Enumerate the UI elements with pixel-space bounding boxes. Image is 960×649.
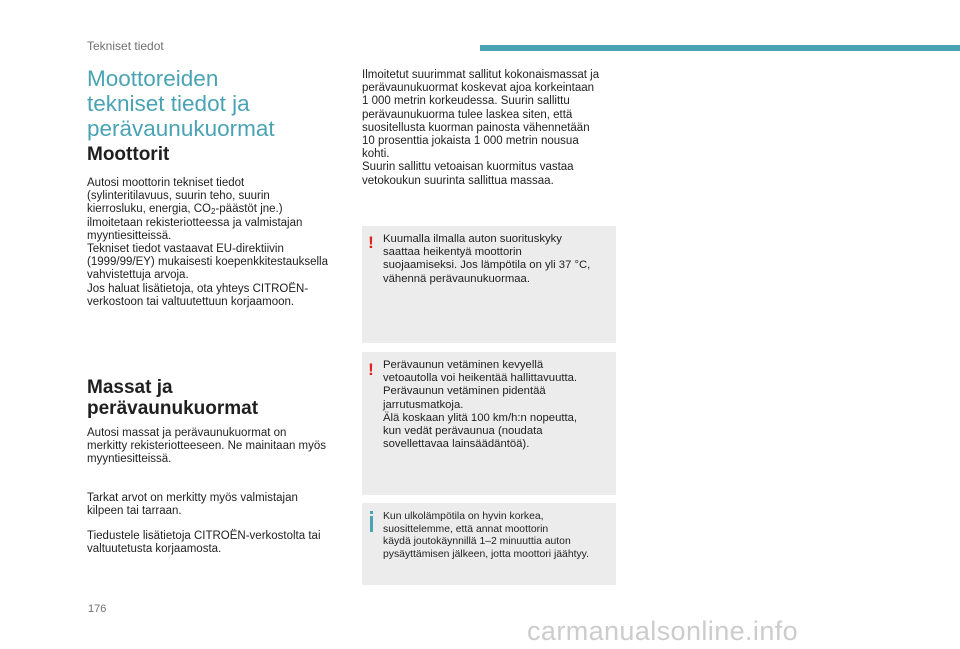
text-line: Tarkat arvot on merkitty myös valmistajan (87, 492, 298, 504)
text-line: kilpeen tai tarraan. (87, 505, 182, 518)
engines-heading: Moottorit (87, 144, 170, 165)
text-line: Ilmoitetut suurimmat sallitut kokonaismassat ja (362, 69, 600, 81)
text-line: suosittelemme, että annat moottorin (383, 523, 549, 535)
text-line: suojaamiseksi. Jos lämpötila on yli 37 °C, (383, 259, 591, 272)
section-label: Tekniset tiedot (87, 39, 164, 53)
page-title (87, 66, 357, 141)
text-line: (1999/99/EY) mukaisesti koepenkkitestauksella (87, 256, 328, 269)
page-title-line: perävaunukuormat (87, 116, 275, 141)
text-line: Perävaunun vetäminen kevyellä (383, 359, 544, 371)
information-icon (370, 516, 373, 532)
masses-paragraph-2 (87, 492, 357, 518)
text-line: Kuumalla ilmalla auton suorituskyky (383, 233, 562, 245)
text-line: Kun ulkolämpötila on hyvin korkea, (383, 511, 544, 522)
text-line: ilmoitetaan rekisteriotteessa ja valmistajan (87, 216, 303, 229)
engine-cooling-info-box (362, 503, 616, 585)
text-line: valtuutetusta korjaamosta. (87, 543, 222, 556)
warning-exclamation-icon: ! (368, 233, 374, 252)
text-line: vahvistettuja arvoja. (87, 269, 189, 282)
warning-exclamation-icon: ! (368, 360, 374, 379)
heading-line: perävaunukuormat (87, 398, 259, 419)
text-line: vetoautolla voi heikentää hallittavuutta. (383, 372, 578, 385)
watermark: carmanualsonline.info (527, 616, 799, 646)
text-line: kohti. (362, 148, 390, 161)
page-title-line: tekniset tiedot ja (87, 91, 250, 116)
text-line: Tekniset tiedot vastaavat EU-direktiivin (87, 243, 284, 256)
towing-warning-box (362, 352, 616, 495)
text-line: Autosi moottorin tekniset tiedot (87, 177, 245, 189)
masses-heading (87, 377, 258, 419)
text-line: pysäyttämisen jälkeen, jotta moottori jäähtyy. (383, 548, 589, 560)
warning-text (383, 233, 613, 286)
text-line: Älä koskaan ylitä 100 km/h:n nopeutta, (383, 411, 578, 424)
heading-line: Massat ja (87, 377, 173, 398)
page-title-line: Moottoreiden (87, 66, 219, 91)
text-line: perävaunukuorma tulee laskea siten, että (362, 108, 573, 121)
text-line: Tiedustele lisätietoja CITROËN-verkostolta tai (87, 530, 321, 542)
text-fragment: kierrosluku, energia, CO (87, 203, 211, 216)
text-line-with-subscript (87, 203, 357, 216)
text-line: myyntiesitteissä. (87, 229, 172, 242)
text-line: (sylinteritilavuus, suurin teho, suurin (87, 190, 270, 203)
text-line: verkostoon tai valtuutettuun korjaamoon. (87, 295, 295, 308)
hot-weather-warning-box (362, 226, 616, 343)
text-fragment: -päästöt jne.) (215, 203, 283, 216)
text-line: käydä joutokäynnillä 1–2 minuuttia auton (383, 536, 571, 547)
text-line: Suurin sallittu vetoaisan kuormitus vastaa (362, 161, 574, 174)
text-line: saattaa heikentyä moottorin (383, 246, 522, 259)
text-line: Autosi massat ja perävaunukuormat on (87, 427, 287, 439)
text-line: kun vedät perävaunua (noudata (383, 425, 543, 438)
masses-paragraph-3 (87, 530, 357, 556)
text-line: vähennä perävaunukuormaa. (383, 272, 530, 285)
text-line: suositellusta kuorman painosta vähennetään (362, 121, 590, 134)
text-line: jarrutusmatkoja. (383, 398, 464, 411)
text-line: 10 prosenttia jokaista 1 000 metrin nousua (362, 135, 579, 148)
text-line: vetokoukun suurinta sallittua massaa. (362, 174, 554, 187)
warning-text (383, 359, 613, 451)
engines-paragraph (87, 177, 357, 309)
header-accent-bar (480, 45, 960, 51)
page-number: 176 (88, 603, 107, 615)
load-limits-paragraph (362, 69, 627, 188)
text-line: Jos haluat lisätietoja, ota yhteys CITROËN- (87, 282, 309, 295)
text-line: sovellettavaa lainsäädäntöä). (383, 438, 530, 451)
text-line: perävaunukuormat koskevat ajoa korkeintaan (362, 82, 595, 95)
masses-paragraph-1 (87, 427, 357, 467)
text-line: 1 000 metrin korkeudessa. Suurin sallittu (362, 95, 570, 108)
text-line: myyntiesitteissä. (87, 453, 172, 466)
text-line: Perävaunun vetäminen pidentää (383, 385, 546, 398)
text-line: merkitty rekisteriotteeseen. Ne mainitaan myös (87, 440, 327, 453)
info-text (383, 511, 613, 561)
subscript: 2 (211, 207, 216, 217)
